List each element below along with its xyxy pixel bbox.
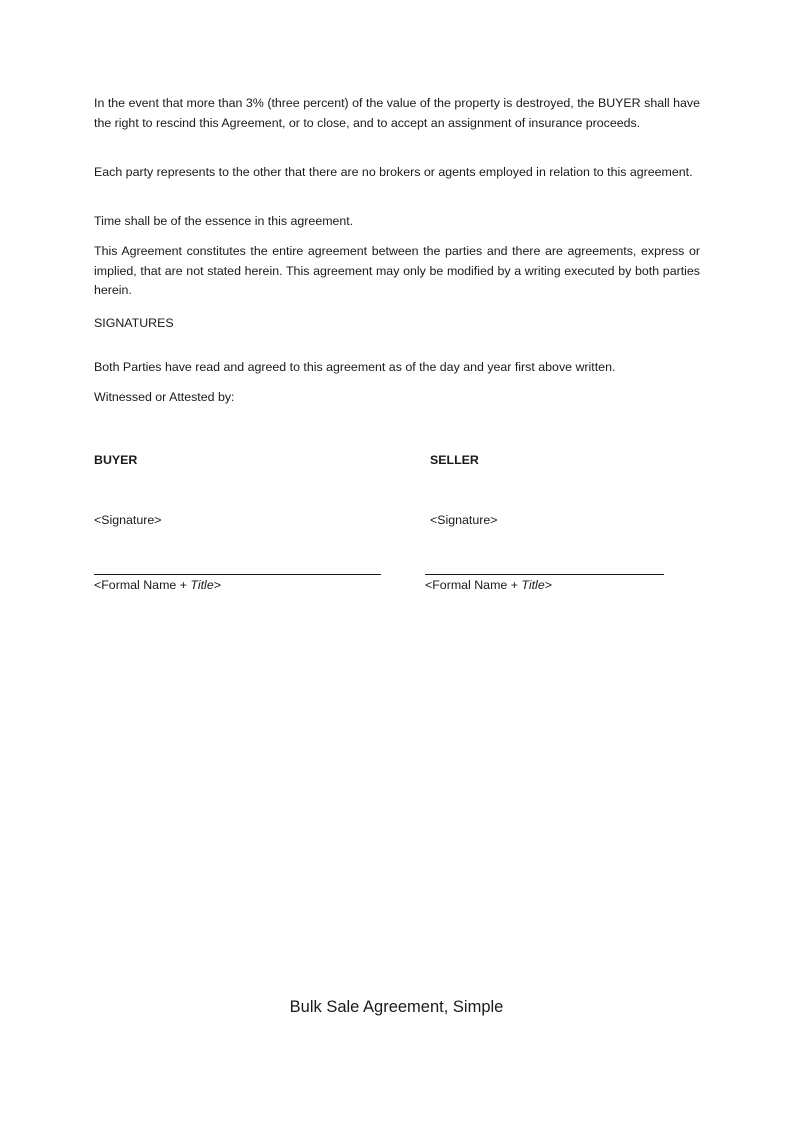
agreement-statement: Both Parties have read and agreed to this agreement as of the day and year first above written.: [94, 360, 616, 374]
paragraph-time-clause: Time shall be of the essence in this agreement.: [94, 214, 354, 228]
buyer-label: BUYER: [94, 453, 138, 467]
footer-document-title: Bulk Sale Agreement, Simple: [289, 998, 504, 1016]
seller-formal-name-title: Title: [521, 578, 545, 592]
seller-signature-placeholder: <Signature>: [430, 513, 498, 527]
buyer-signature-line: [94, 574, 381, 575]
paragraph-brokers-clause: Each party represents to the other that there are no brokers or agents employed in relation to this agreement.: [94, 165, 693, 179]
buyer-signature-placeholder: <Signature>: [94, 513, 162, 527]
buyer-formal-name-prefix: <Formal Name +: [94, 578, 191, 592]
witness-line: Witnessed or Attested by:: [94, 390, 235, 404]
seller-formal-name-prefix: <Formal Name +: [425, 578, 522, 592]
seller-label: SELLER: [430, 453, 479, 467]
seller-formal-name-suffix: >: [544, 578, 552, 592]
seller-signature-line: [425, 574, 664, 575]
buyer-formal-name-title: Title: [190, 578, 214, 592]
buyer-formal-name-suffix: >: [213, 578, 221, 592]
paragraph-insurance-clause: In the event that more than 3% (three percent) of the value of the property is destroyed, the BUYER shall have the right to rescind this Agreement, or to close, and to accept an assignment of insurance proceeds.: [94, 96, 700, 130]
seller-formal-name: [425, 576, 552, 595]
buyer-formal-name: [94, 576, 221, 595]
signatures-heading: SIGNATURES: [94, 316, 174, 330]
paragraph-entire-agreement-clause: This Agreement constitutes the entire agreement between the parties and there are agreements, express or implied, that are not stated herein. This agreement may only be modified by a writing executed by both parties herein.: [94, 244, 700, 297]
